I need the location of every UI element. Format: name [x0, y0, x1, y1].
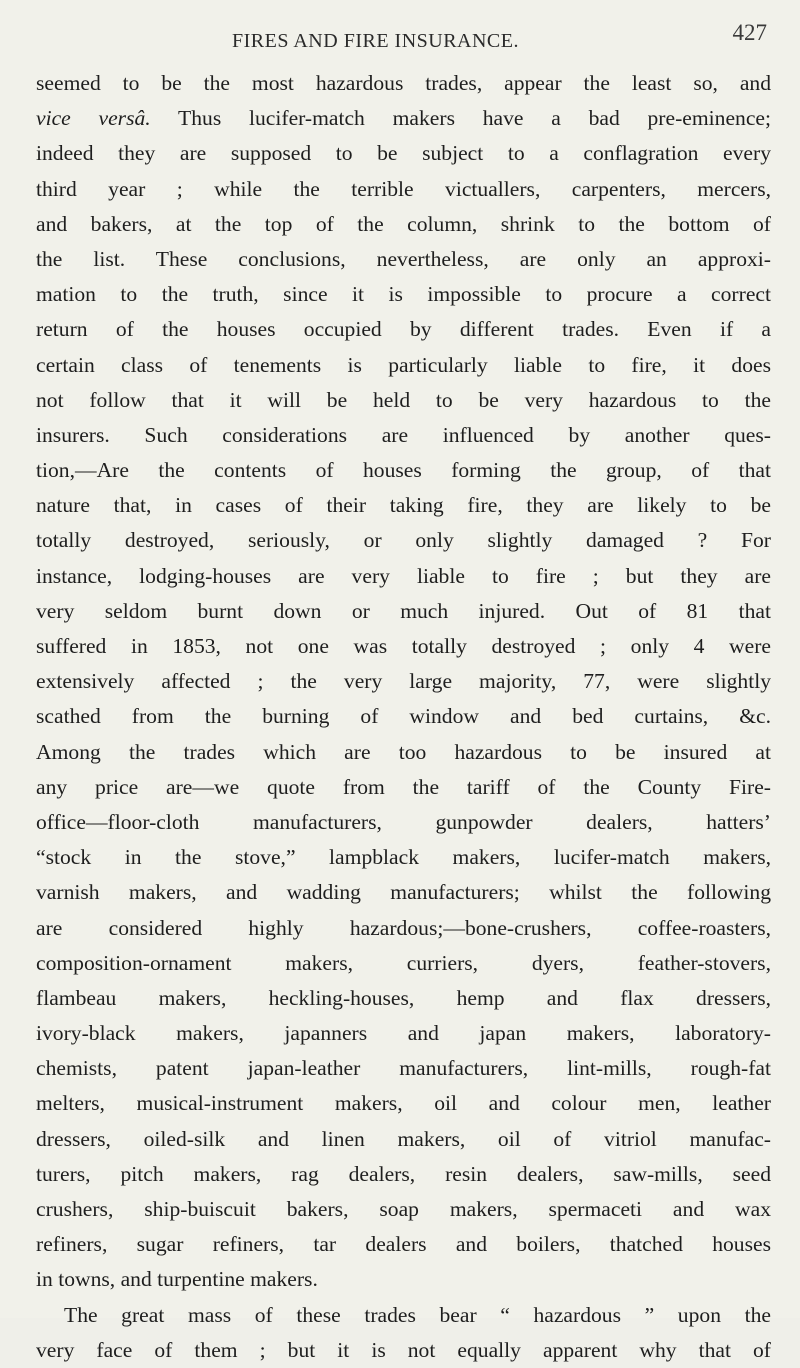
text-line: and bakers, at the top of the column, shrink to the bottom of [36, 211, 771, 236]
text-line: nature that, in cases of their taking fire, they are likely to be [36, 493, 771, 518]
italic-phrase: vice versâ. [36, 106, 151, 131]
text-line: refiners, sugar refiners, tar dealers and boilers, thatched houses [36, 1232, 771, 1257]
text-line: varnish makers, and wadding manufacturers; whilst the following [36, 880, 771, 905]
text-line: flambeau makers, heckling-houses, hemp and flax dressers, [36, 985, 771, 1010]
text-line: melters, musical-instrument makers, oil and colour men, leather [36, 1091, 771, 1116]
text-line: third year ; while the terrible victuallers, carpenters, mercers, [36, 176, 771, 201]
text-line: office—floor-cloth manufacturers, gunpowder dealers, hatters’ [36, 809, 771, 834]
text-line: turers, pitch makers, rag dealers, resin dealers, saw-mills, seed [36, 1161, 771, 1186]
text-line: chemists, patent japan-leather manufacturers, lint-mills, rough-fat [36, 1056, 771, 1081]
text-line: very seldom burnt down or much injured. Out of 81 that [36, 598, 771, 623]
paragraph-start-line: The great mass of these trades bear “ hazardous ” upon the [64, 1302, 771, 1327]
text-line: ivory-black makers, japanners and japan makers, laboratory- [36, 1021, 771, 1046]
text-line: indeed they are supposed to be subject to a conflagration every [36, 141, 771, 166]
text-line: insurers. Such considerations are influenced by another ques- [36, 422, 771, 447]
text-line: tion,—Are the contents of houses forming the group, of that [36, 458, 771, 483]
text-line: Among the trades which are too hazardous to be insured at [36, 739, 771, 764]
text-line: crushers, ship-buiscuit bakers, soap makers, spermaceti and wax [36, 1197, 771, 1221]
text-line: certain class of tenements is particularly liable to fire, it does [36, 352, 771, 377]
text-line: not follow that it will be held to be very hazardous to the [36, 387, 771, 412]
text-line: totally destroyed, seriously, or only slightly damaged ? For [36, 528, 771, 553]
page-number: 427 [732, 20, 767, 45]
text-line-with-italic [36, 101, 771, 136]
text-line: any price are—we quote from the tariff of the County Fire- [36, 774, 771, 799]
text-line: the list. These conclusions, nevertheless, are only an approxi- [36, 246, 771, 271]
text-line: “stock in the stove,” lampblack makers, lucifer-match makers, [36, 845, 771, 870]
text-line: suffered in 1853, not one was totally destroyed ; only 4 were [36, 634, 771, 658]
text-line: dressers, oiled-silk and linen makers, oil of vitriol manufac- [36, 1126, 771, 1151]
text-line: very face of them ; but it is not equally apparent why that of [36, 1337, 771, 1362]
text-line: mation to the truth, since it is impossible to procure a correct [36, 282, 771, 307]
text-line: seemed to be the most hazardous trades, appear the least so, and [36, 71, 771, 95]
text-line: composition-ornament makers, curriers, dyers, feather-stovers, [36, 950, 771, 975]
paragraph-end-line: in towns, and turpentine makers. [36, 1267, 318, 1292]
text-line: return of the houses occupied by different trades. Even if a [36, 317, 771, 342]
body-text [36, 66, 771, 1368]
running-title: FIRES AND FIRE INSURANCE. [232, 30, 519, 52]
text-line: extensively affected ; the very large majority, 77, were slightly [36, 669, 771, 694]
text-line: are considered highly hazardous;—bone-crushers, coffee-roasters, [36, 915, 771, 940]
text-line: scathed from the burning of window and bed curtains, &c. [36, 704, 771, 729]
text-line: instance, lodging-houses are very liable to fire ; but they are [36, 563, 771, 588]
text-line-rest: Thus lucifer-match makers have a bad pre-eminence; [150, 106, 771, 131]
